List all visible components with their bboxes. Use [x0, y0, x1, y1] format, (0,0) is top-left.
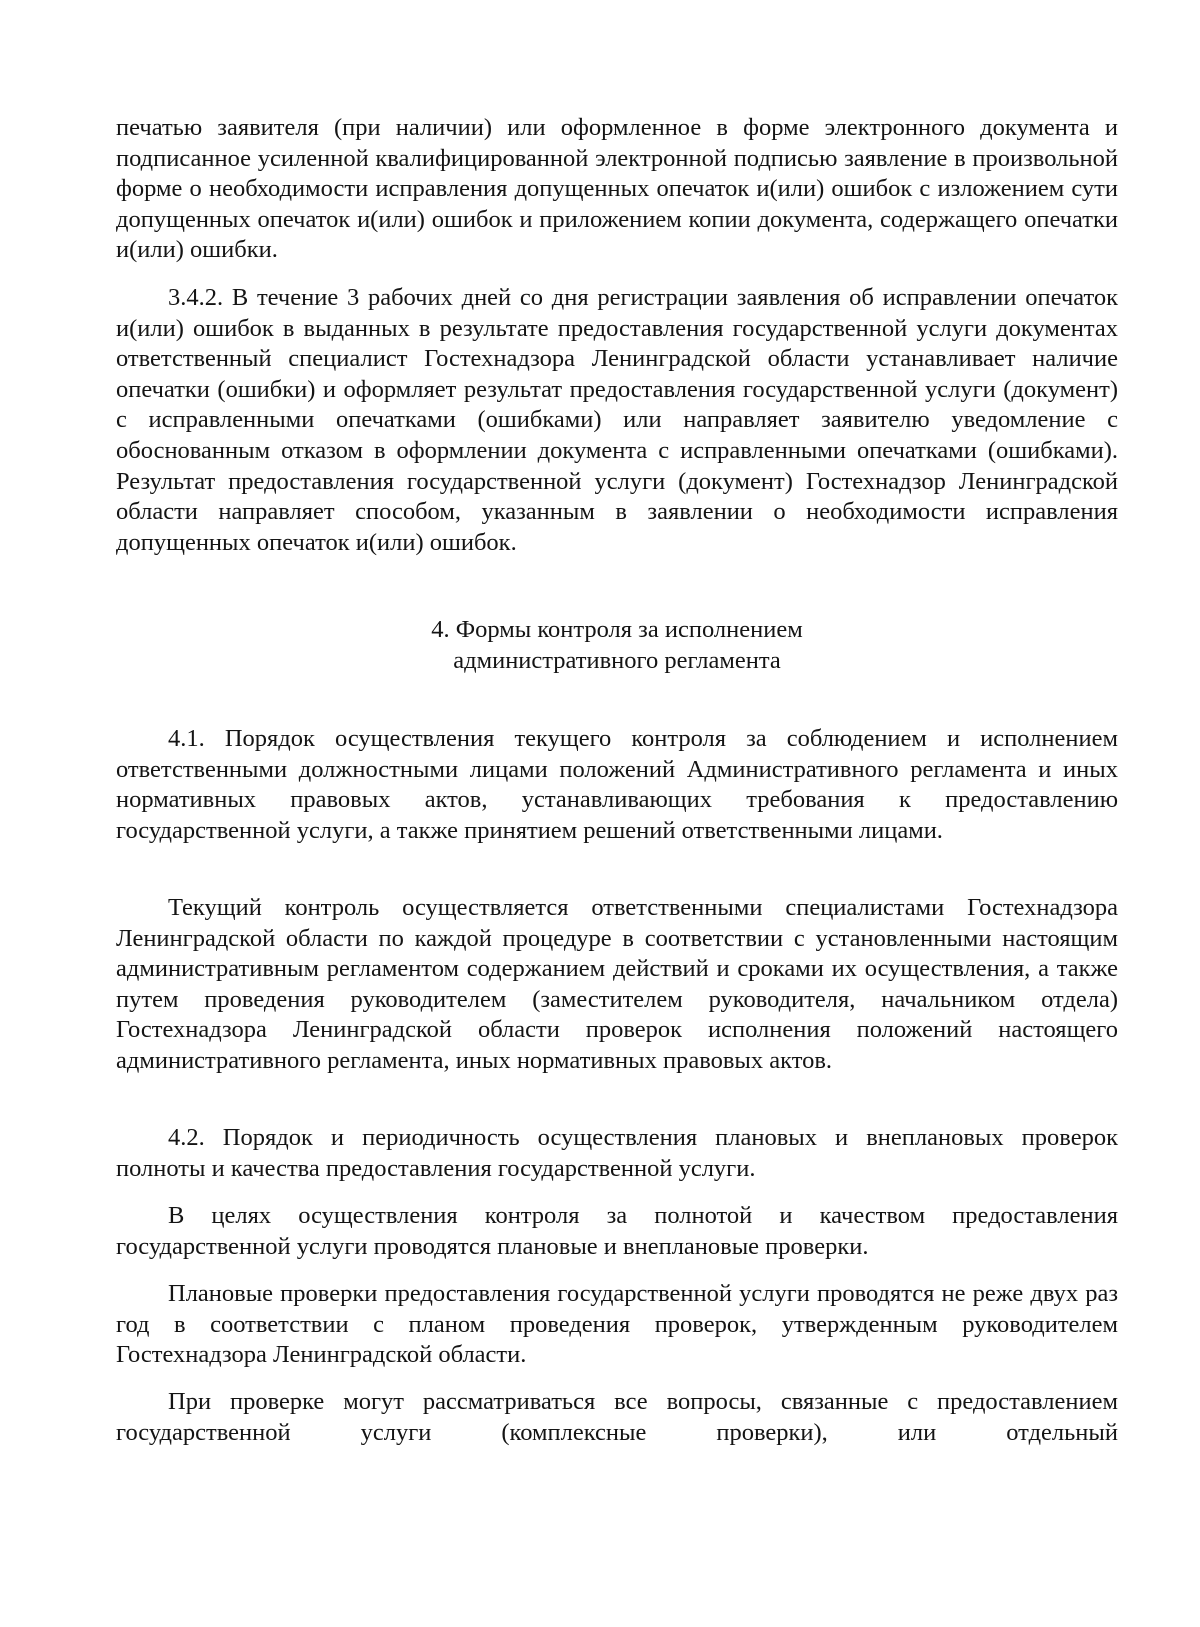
text-block-purpose: [116, 1201, 1118, 1262]
section-heading: [116, 615, 1118, 676]
paragraph-inspection: При проверке могут рассматриваться все вопросы, связанные с предоставлением государственной услуги (комплексные проверки), или отдельный: [116, 1388, 1118, 1446]
paragraph-3-4-2: 3.4.2. В течение 3 рабочих дней со дня регистрации заявления об исправлении опечаток и(или) ошибок в выданных в результате предоставления государственной услуги документах ответственный специалист Гостехнадзора Ленинградской области устанавливает наличие опечатки (ошибки) и оформляет результат предоставления государственной услуги (документ) с исправленными опечатками (ошибками) или направляет заявителю уведомление с обоснованным отказом в оформлении документа с исправленными опечатками (ошибками). Результат предоставления государственной услуги (документ) Гостехнадзор Ленинградской области направляет способом, указанным в заявлении о необходимости исправления допущенных опечаток и(или) ошибок.: [116, 284, 1118, 556]
text-block-top: [116, 113, 1118, 266]
paragraph-4-1: 4.1. Порядок осуществления текущего контроля за соблюдением и исполнением ответственными должностными лицами положений Административного регламента и иных нормативных правовых актов, устанавливающих требования к предоставлению государственной услуги, а также принятием решений ответственными лицами.: [116, 725, 1118, 844]
text-block-4-2: [116, 1123, 1118, 1184]
text-block-planned: [116, 1279, 1118, 1371]
text-block-inspection: [116, 1387, 1118, 1448]
text-block-3-4-2: [116, 283, 1118, 558]
paragraph-purpose: В целях осуществления контроля за полнотой и качеством предоставления государственной услуги проводятся плановые и внеплановые проверки.: [116, 1202, 1118, 1260]
paragraph-current-control: Текущий контроль осуществляется ответственными специалистами Гостехнадзора Ленинградской области по каждой процедуре в соответствии с установленными настоящим административным регламентом содержанием действий и сроками их осуществления, а также путем проведения руководителем (заместителем руководителя, начальником отдела) Гостехнадзора Ленинградской области проверок исполнения положений настоящего административного регламента, иных нормативных правовых актов.: [116, 894, 1118, 1074]
text-block-current-control: [116, 893, 1118, 1077]
text-block-4-1: [116, 724, 1118, 846]
section-heading-line1: 4. Формы контроля за исполнением: [431, 616, 803, 643]
section-heading-line2: административного регламента: [453, 646, 781, 674]
paragraph-continuation: печатью заявителя (при наличии) или оформленное в форме электронного документа и подписанное усиленной квалифицированной электронной подписью заявление в произвольной форме о необходимости исправления допущенных опечаток и(или) ошибок с изложением сути допущенных опечаток и(или) ошибок и приложением копии документа, содержащего опечатки и(или) ошибки.: [116, 114, 1118, 264]
paragraph-planned: Плановые проверки предоставления государственной услуги проводятся не реже двух раз год в соответствии с планом проведения проверок, утвержденным руководителем Гостехнадзора Ленинградской области.: [116, 1280, 1118, 1369]
paragraph-4-2: 4.2. Порядок и периодичность осуществления плановых и внеплановых проверок полноты и качества предоставления государственной услуги.: [116, 1124, 1118, 1182]
